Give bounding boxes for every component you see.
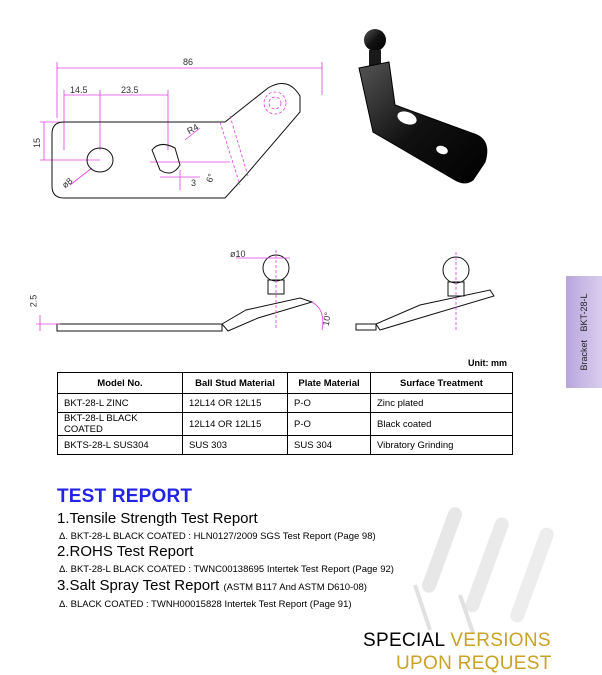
side-view-drawing [0, 230, 560, 350]
side-tab-model: BKT-28-L [579, 293, 589, 332]
report-heading-text: 1.Tensile Strength Test Report [57, 510, 258, 527]
table-row [58, 436, 513, 455]
report-detail-1: Δ. BKT-28-L BLACK COATED : HLN0127/2009 SGS Test Report (Page 98) [59, 531, 376, 542]
dim-overall: 86 [183, 57, 194, 67]
gas-springs-background-image [395, 505, 595, 635]
report-heading-3 [57, 577, 367, 594]
report-heading-1 [57, 510, 258, 527]
dim-slot: 3 [191, 178, 197, 188]
dim-middle: 23.5 [121, 85, 139, 95]
report-heading-text: 3.Salt Spray Test Report [57, 577, 220, 594]
table-cell: BKT-28-L BLACK COATED [58, 413, 183, 436]
report-heading-note: (ASTM B117 And ASTM D610-08) [223, 582, 367, 593]
table-cell: SUS 304 [288, 436, 371, 455]
upon-request-text: UPON REQUEST [396, 653, 552, 674]
report-detail-2: Δ. BKT-28-L BLACK COATED : TWNC00138695 Intertek Test Report (Page 92) [59, 564, 394, 575]
dim-thickness: 2.5 [28, 294, 39, 308]
special-word: SPECIAL [363, 630, 445, 651]
side-tab-category: Bracket [579, 340, 589, 371]
header-surface-treatment: Surface Treatment [371, 373, 513, 394]
report-heading-text: 2.ROHS Test Report [57, 543, 194, 560]
table-cell: BKTS-28-L SUS304 [58, 436, 183, 455]
dim-height: 15 [32, 137, 43, 149]
report-title: TEST REPORT [57, 486, 193, 507]
table-cell: Zinc plated [371, 394, 513, 413]
dim-hole: ø8 [60, 175, 75, 191]
dim-left: 14.5 [70, 85, 88, 95]
table-cell: 12L14 OR 12L15 [183, 413, 288, 436]
table-cell: Black coated [371, 413, 513, 436]
unit-label: Unit: mm [468, 358, 507, 368]
report-heading-2 [57, 543, 193, 560]
header-plate-material: Plate Material [288, 373, 371, 394]
bracket-3d-image-top [345, 20, 505, 195]
table-cell: P-O [288, 394, 371, 413]
special-versions-heading [363, 630, 551, 652]
dim-ball: ø10 [230, 249, 246, 259]
side-tab [566, 276, 602, 388]
spec-table [57, 372, 513, 455]
versions-word: VERSIONS [450, 630, 551, 651]
table-cell: BKT-28-L ZINC [58, 394, 183, 413]
table-cell: SUS 303 [183, 436, 288, 455]
dim-radius: R4 [185, 121, 201, 137]
header-model-no: Model No. [58, 373, 183, 394]
header-ball-stud-material: Ball Stud Material [183, 373, 288, 394]
table-cell: Vibratory Grinding [371, 436, 513, 455]
table-cell: P-O [288, 413, 371, 436]
dim-angle-side: 10° [320, 311, 333, 327]
table-header-row [58, 373, 513, 394]
top-view-drawing [0, 0, 602, 230]
report-detail-3: Δ. BLACK COATED : TWNH00015828 Intertek Test Report (Page 91) [59, 599, 352, 610]
table-row [58, 413, 513, 436]
table-cell: 12L14 OR 12L15 [183, 394, 288, 413]
dim-angle-top: 6° [204, 172, 217, 184]
table-row [58, 394, 513, 413]
